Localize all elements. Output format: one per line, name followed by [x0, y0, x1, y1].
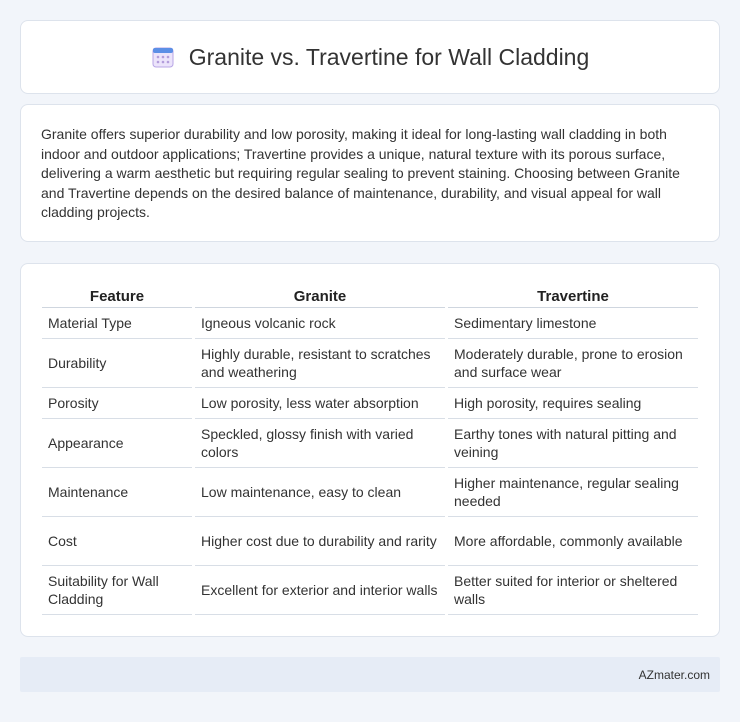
table-row [42, 517, 698, 566]
table-cell: Appearance [42, 419, 192, 468]
column-header: Travertine [448, 284, 698, 308]
title-card [20, 20, 720, 94]
table-row [42, 339, 698, 388]
table-cell: Porosity [42, 388, 192, 419]
table-cell: Speckled, glossy finish with varied colors [195, 419, 445, 468]
column-header: Granite [195, 284, 445, 308]
table-row [42, 308, 698, 339]
table-cell: Earthy tones with natural pitting and veining [448, 419, 698, 468]
summary-text: Granite offers superior durability and low porosity, making it ideal for long-lasting wall cladding in both indoor and outdoor applications; Travertine provides a unique, natural texture with its porous surface, delivering a warm aesthetic but requiring regular sealing to prevent staining. Choosing between Granite and Travertine depends on the desired balance of maintenance, durability, and visual appeal for wall cladding projects. [41, 126, 680, 221]
table-cell: More affordable, commonly available [448, 517, 698, 566]
table-row [42, 388, 698, 419]
table-cell: Higher maintenance, regular sealing needed [448, 468, 698, 517]
table-cell: Highly durable, resistant to scratches and weathering [195, 339, 445, 388]
comparison-table [39, 284, 701, 615]
table-cell: Sedimentary limestone [448, 308, 698, 339]
calendar-icon [151, 45, 175, 69]
table-cell: Low maintenance, easy to clean [195, 468, 445, 517]
comparison-table-card [20, 263, 720, 637]
table-header-row [42, 284, 698, 308]
table-cell: High porosity, requires sealing [448, 388, 698, 419]
table-row [42, 468, 698, 517]
table-cell: Low porosity, less water absorption [195, 388, 445, 419]
table-cell: Igneous volcanic rock [195, 308, 445, 339]
table-cell: Material Type [42, 308, 192, 339]
table-cell: Higher cost due to durability and rarity [195, 517, 445, 566]
table-cell: Moderately durable, prone to erosion and surface wear [448, 339, 698, 388]
table-cell: Cost [42, 517, 192, 566]
table-cell: Better suited for interior or sheltered walls [448, 566, 698, 615]
page-title: Granite vs. Travertine for Wall Cladding [188, 43, 590, 70]
table-cell: Maintenance [42, 468, 192, 517]
footer [20, 657, 720, 692]
table-row [42, 566, 698, 615]
summary-card [20, 104, 720, 242]
table-row [42, 419, 698, 468]
column-header: Feature [42, 284, 192, 308]
table-cell: Durability [42, 339, 192, 388]
table-cell: Excellent for exterior and interior walls [195, 566, 445, 615]
table-cell: Suitability for Wall Cladding [42, 566, 192, 615]
footer-brand[interactable]: AZmater.com [638, 667, 710, 682]
